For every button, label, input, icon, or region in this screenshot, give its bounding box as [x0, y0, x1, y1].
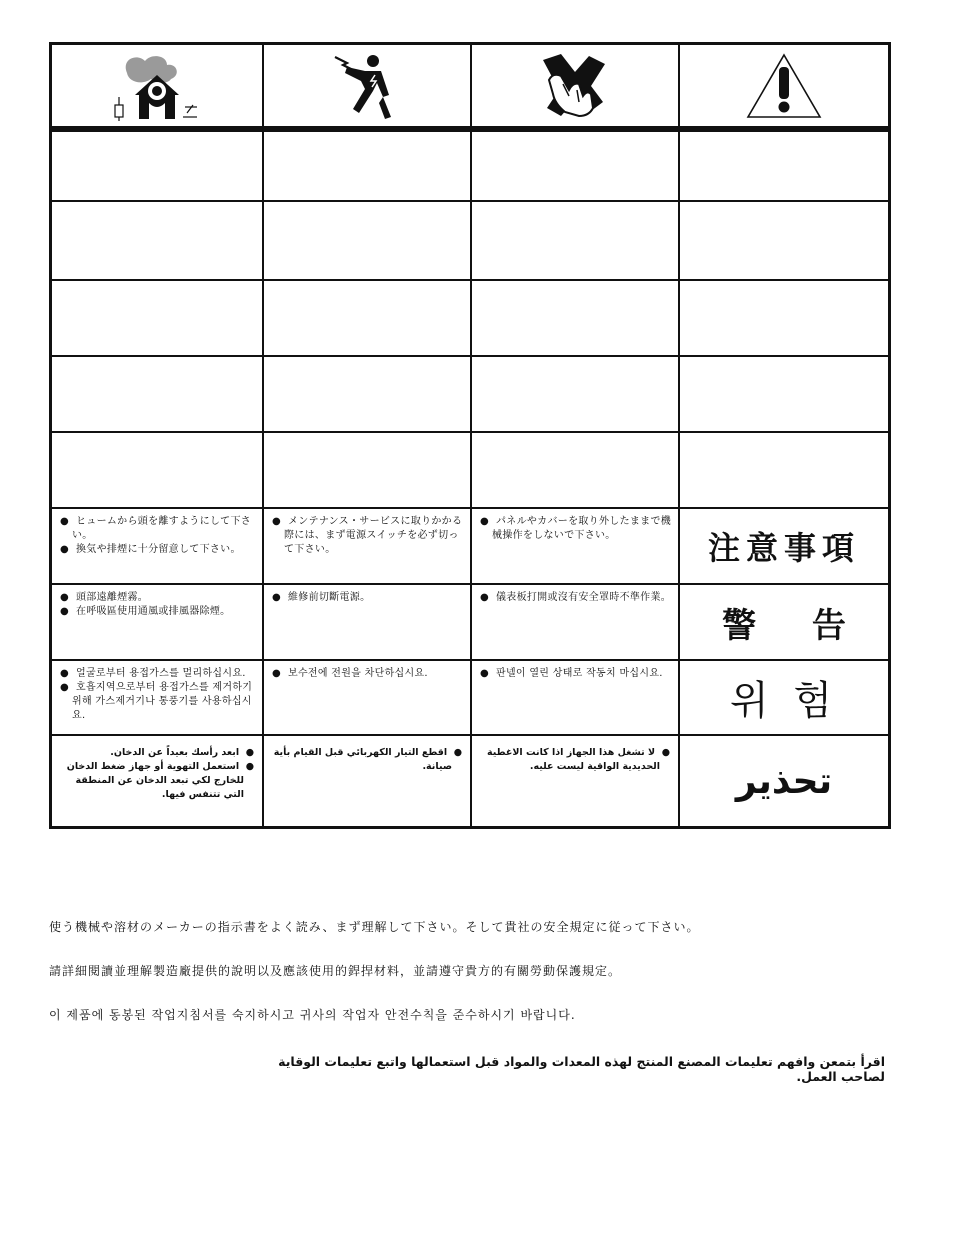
empty-row-5: [52, 431, 888, 507]
japanese-shock-text: ● メンテナンス・サービスに取りかかる際には、まず電源スイッチを必ず切って下さい。: [264, 509, 472, 583]
footer-arabic: اقرأ بتمعن وافهم تعليمات المصنع المنتج لهذه المعدات والمواد قبل استعمالها واتبع تعليمات الوقاية لصاحب العمل.: [278, 1054, 885, 1084]
korean-row: [52, 659, 888, 734]
caution-cell: [680, 45, 888, 127]
electric-shock-icon: [327, 51, 407, 121]
arabic-shock-text: ● اقطع التيار الكهربائي قبل القيام بأية صيانة.: [264, 736, 472, 826]
safety-warning-table: [49, 42, 891, 829]
japanese-warning-title: 注意事項: [707, 529, 860, 567]
icon-row: [52, 45, 888, 127]
japanese-row: [52, 507, 888, 583]
empty-row-4: [52, 355, 888, 431]
korean-shock-text: ● 보수전에 전원을 차단하십시요.: [264, 661, 472, 734]
fumes-gases-icon: [107, 51, 207, 121]
korean-fumes-text: ● 얼굴로부터 용접가스를 멀리하십시요. ● 호흡지역으로부터 용접가스를 제거하기 위해 가스제거기나 통풍기를 사용하십시요.: [52, 661, 264, 734]
chinese-moving-parts-text: ● 儀表板打開或沒有安全罩時不準作業。: [472, 585, 680, 659]
arabic-fumes-text: ● ابعد رأسك بعيداً عن الدخان. ● استعمل التهوية أو جهاز ضغط الدخان للخارج لكي تبعد الدخان عن المنطقة التي تتنفس فيها.: [52, 736, 264, 826]
empty-row-3: [52, 279, 888, 355]
korean-warning-title: 위 험: [730, 678, 838, 724]
empty-row-2: [52, 200, 888, 279]
footer-korean: 이 제품에 동봉된 작업지침서를 숙지하시고 귀사의 작업자 안전수칙을 준수하시기 바랍니다.: [49, 1008, 576, 1022]
chinese-row: [52, 583, 888, 659]
chinese-shock-text: ● 維修前切斷電源。: [264, 585, 472, 659]
arabic-warning-title: تحذير: [735, 760, 833, 802]
shock-cell: [264, 45, 472, 127]
chinese-fumes-text: ● 頭部遠離煙霧。 ● 在呼吸區使用通風或排風器除煙。: [52, 585, 264, 659]
footer-chinese: 請詳細閱讀並理解製造廠提供的說明以及應該使用的銲捍材料，並請遵守貴方的有關勞動保護規定。: [49, 964, 622, 978]
arabic-row: [52, 734, 888, 826]
footer-japanese: 使う機械や溶材のメーカーの指示書をよく読み、まず理解して下さい。そして貴社の安全規定に従って下さい。: [49, 920, 700, 934]
arabic-moving-parts-text: ● لا تشغل هذا الجهاز اذا كانت الاغطية الحديدية الواقية ليست عليه.: [472, 736, 680, 826]
moving-parts-cell: [472, 45, 680, 127]
fumes-cell: [52, 45, 264, 127]
empty-row-1: [52, 132, 888, 202]
moving-parts-hand-icon: [535, 50, 615, 122]
japanese-moving-parts-text: ● パネルやカバーを取り外したままで機械操作をしないで下さい。: [472, 509, 680, 583]
korean-moving-parts-text: ● 판넬이 열린 상태로 작동치 마십시요.: [472, 661, 680, 734]
chinese-warning-title: 警 告: [722, 605, 868, 646]
japanese-fumes-text: ● ヒュームから頭を離すようにして下さい。 ● 換気や排煙に十分留意して下さい。: [52, 509, 264, 583]
warning-triangle-icon: [745, 51, 823, 121]
